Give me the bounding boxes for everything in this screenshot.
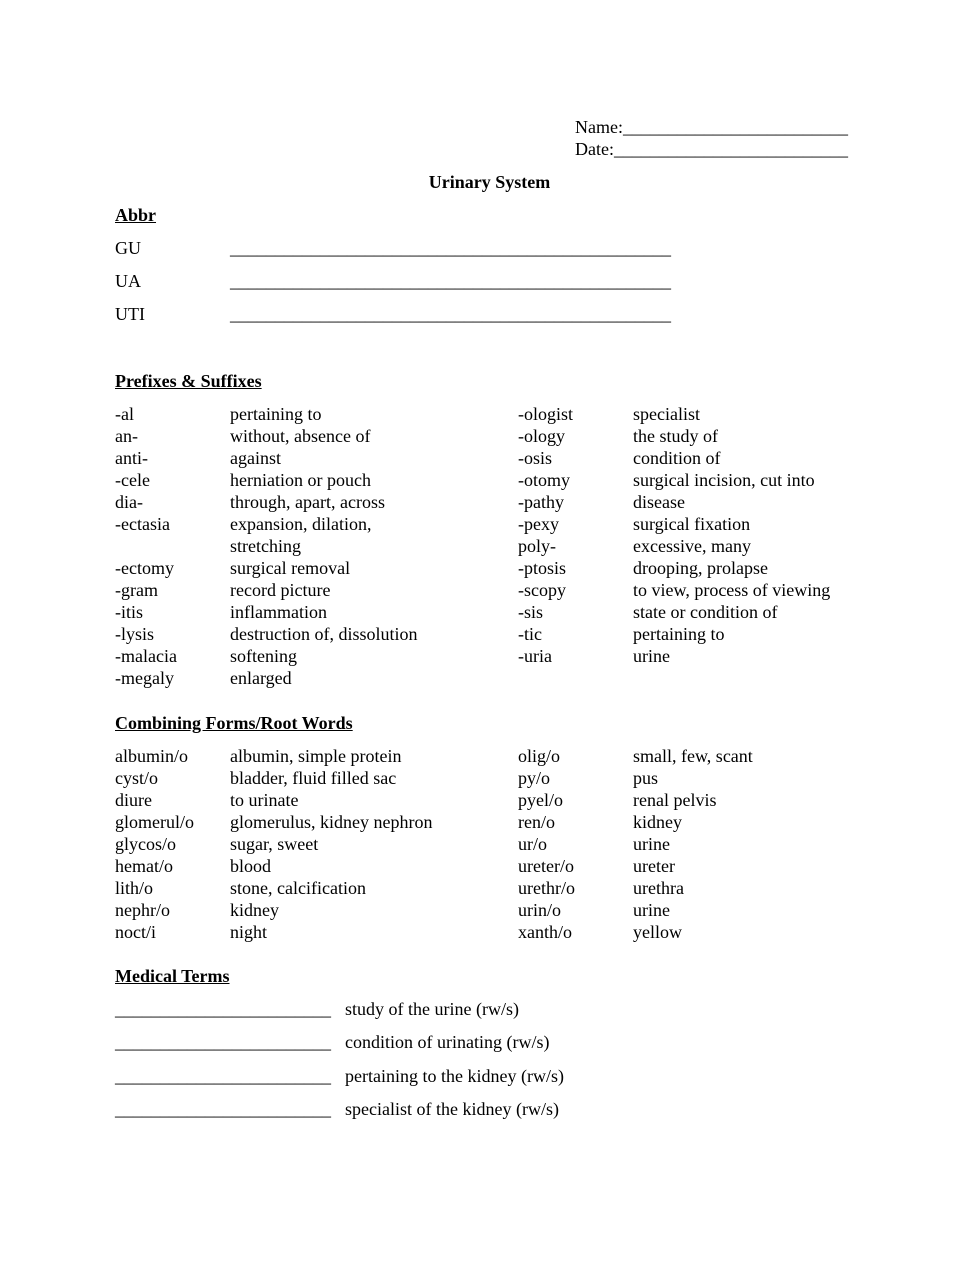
term: -lysis	[115, 624, 155, 644]
definition: disease	[633, 492, 685, 512]
suffix-row	[0, 469, 979, 491]
definition: specialist	[633, 404, 700, 424]
definition: kidney	[230, 900, 279, 920]
combining-row	[0, 921, 979, 943]
term: hemat/o	[115, 856, 173, 876]
medical-term-definition: specialist of the kidney (rw/s)	[345, 1099, 559, 1119]
definition: small, few, scant	[633, 746, 753, 766]
term: an-	[115, 426, 138, 446]
term: urethr/o	[518, 878, 575, 898]
term: -otomy	[518, 470, 570, 490]
combining-row	[0, 745, 979, 767]
definition: urine	[633, 646, 670, 666]
abbr-row	[0, 270, 979, 292]
definition: bladder, fluid filled sac	[230, 768, 397, 788]
definition: sugar, sweet	[230, 834, 319, 854]
medical-term-row	[0, 1065, 979, 1087]
term: lith/o	[115, 878, 154, 898]
term: cyst/o	[115, 768, 158, 788]
definition: surgical removal	[230, 558, 351, 578]
term: urin/o	[518, 900, 561, 920]
medical-term-row	[0, 998, 979, 1020]
definition: albumin, simple protein	[230, 746, 402, 766]
suffix-row	[0, 447, 979, 469]
definition: pertaining to	[230, 404, 322, 424]
definition: record picture	[230, 580, 331, 600]
term: -cele	[115, 470, 150, 490]
page-title: Urinary System	[428, 172, 551, 192]
term: -uria	[518, 646, 552, 666]
definition: pus	[633, 768, 659, 788]
abbr-term: GU	[115, 238, 141, 258]
term: -ologist	[518, 404, 574, 424]
term: -al	[115, 404, 134, 424]
term: -ectasia	[115, 514, 170, 534]
term: -ectomy	[115, 558, 174, 578]
abbr-answer-blank[interactable]: _________________________________________________	[230, 304, 671, 324]
definition: night	[230, 922, 268, 942]
term: -scopy	[518, 580, 566, 600]
term: -osis	[518, 448, 553, 468]
definition: pertaining to	[633, 624, 725, 644]
medical-term-definition: study of the urine (rw/s)	[345, 999, 519, 1019]
definition: surgical incision, cut into	[633, 470, 815, 490]
term: diure	[115, 790, 152, 810]
term: -pathy	[518, 492, 564, 512]
medical-term-blank[interactable]: ________________________	[115, 1099, 331, 1119]
term: glycos/o	[115, 834, 176, 854]
suffix-row	[0, 645, 979, 667]
combining-row	[0, 833, 979, 855]
abbr-answer-blank[interactable]: _________________________________________________	[230, 271, 671, 291]
medical-term-row	[0, 1098, 979, 1120]
combining-row	[0, 767, 979, 789]
term: dia-	[115, 492, 143, 512]
combining-row	[0, 877, 979, 899]
definition: surgical fixation	[633, 514, 751, 534]
suffix-row	[0, 623, 979, 645]
prefix-row	[0, 667, 979, 689]
medical-term-blank[interactable]: ________________________	[115, 1066, 331, 1086]
term: -ology	[518, 426, 565, 446]
combining-row	[0, 899, 979, 921]
combining-row	[0, 789, 979, 811]
term: noct/i	[115, 922, 156, 942]
definition: expansion, dilation,	[230, 514, 372, 534]
definition: without, absence of	[230, 426, 371, 446]
definition: destruction of, dissolution	[230, 624, 418, 644]
definition: ureter	[633, 856, 675, 876]
definition: kidney	[633, 812, 682, 832]
term: glomerul/o	[115, 812, 194, 832]
term: poly-	[518, 536, 556, 556]
abbr-row	[0, 237, 979, 259]
medical-term-definition: condition of urinating (rw/s)	[345, 1032, 550, 1052]
definition: drooping, prolapse	[633, 558, 768, 578]
term: -itis	[115, 602, 144, 622]
definition: against	[230, 448, 281, 468]
term: -tic	[518, 624, 542, 644]
suffix-row	[0, 579, 979, 601]
suffix-row	[0, 491, 979, 513]
definition: blood	[230, 856, 272, 876]
term: -ptosis	[518, 558, 567, 578]
definition: urethra	[633, 878, 684, 898]
term: -megaly	[115, 668, 174, 688]
medical-terms-heading: Medical Terms	[115, 966, 230, 986]
term: ren/o	[518, 812, 555, 832]
abbr-row	[0, 303, 979, 325]
definition: to view, process of viewing	[633, 580, 831, 600]
definition: yellow	[633, 922, 682, 942]
definition: enlarged	[230, 668, 292, 688]
definition: stone, calcification	[230, 878, 366, 898]
medical-term-blank[interactable]: ________________________	[115, 1032, 331, 1052]
term: py/o	[518, 768, 551, 788]
definition: urine	[633, 834, 670, 854]
term: nephr/o	[115, 900, 170, 920]
definition: glomerulus, kidney nephron	[230, 812, 433, 832]
suffix-row	[0, 601, 979, 623]
suffix-row	[0, 513, 979, 535]
definition: to urinate	[230, 790, 299, 810]
term: xanth/o	[518, 922, 572, 942]
term: ur/o	[518, 834, 547, 854]
suffix-row	[0, 403, 979, 425]
definition: urine	[633, 900, 670, 920]
term: albumin/o	[115, 746, 188, 766]
definition: condition of	[633, 448, 721, 468]
date-field[interactable]: Date:__________________________	[575, 139, 848, 159]
prefixes-heading: Prefixes & Suffixes	[115, 371, 262, 391]
abbr-term: UTI	[115, 304, 145, 324]
definition: the study of	[633, 426, 718, 446]
medical-term-blank[interactable]: ________________________	[115, 999, 331, 1019]
combining-row	[0, 855, 979, 877]
suffix-row	[0, 557, 979, 579]
term: -pexy	[518, 514, 559, 534]
combining-row	[0, 811, 979, 833]
definition: herniation or pouch	[230, 470, 371, 490]
term: ureter/o	[518, 856, 574, 876]
term: -malacia	[115, 646, 177, 666]
definition: renal pelvis	[633, 790, 717, 810]
combining-heading: Combining Forms/Root Words	[115, 713, 353, 733]
suffix-row	[0, 535, 979, 557]
definition: state or condition of	[633, 602, 778, 622]
definition: stretching	[230, 536, 301, 556]
definition: softening	[230, 646, 297, 666]
term: anti-	[115, 448, 148, 468]
medical-term-definition: pertaining to the kidney (rw/s)	[345, 1066, 564, 1086]
term: pyel/o	[518, 790, 563, 810]
definition: excessive, many	[633, 536, 751, 556]
abbr-heading: Abbr	[115, 205, 157, 225]
definition: inflammation	[230, 602, 327, 622]
term: -gram	[115, 580, 158, 600]
abbr-answer-blank[interactable]: _________________________________________________	[230, 238, 671, 258]
term: -sis	[518, 602, 544, 622]
suffix-row	[0, 425, 979, 447]
name-field[interactable]: Name:_________________________	[575, 117, 848, 137]
term: olig/o	[518, 746, 561, 766]
medical-term-row	[0, 1031, 979, 1053]
abbr-term: UA	[115, 271, 141, 291]
definition: through, apart, across	[230, 492, 385, 512]
